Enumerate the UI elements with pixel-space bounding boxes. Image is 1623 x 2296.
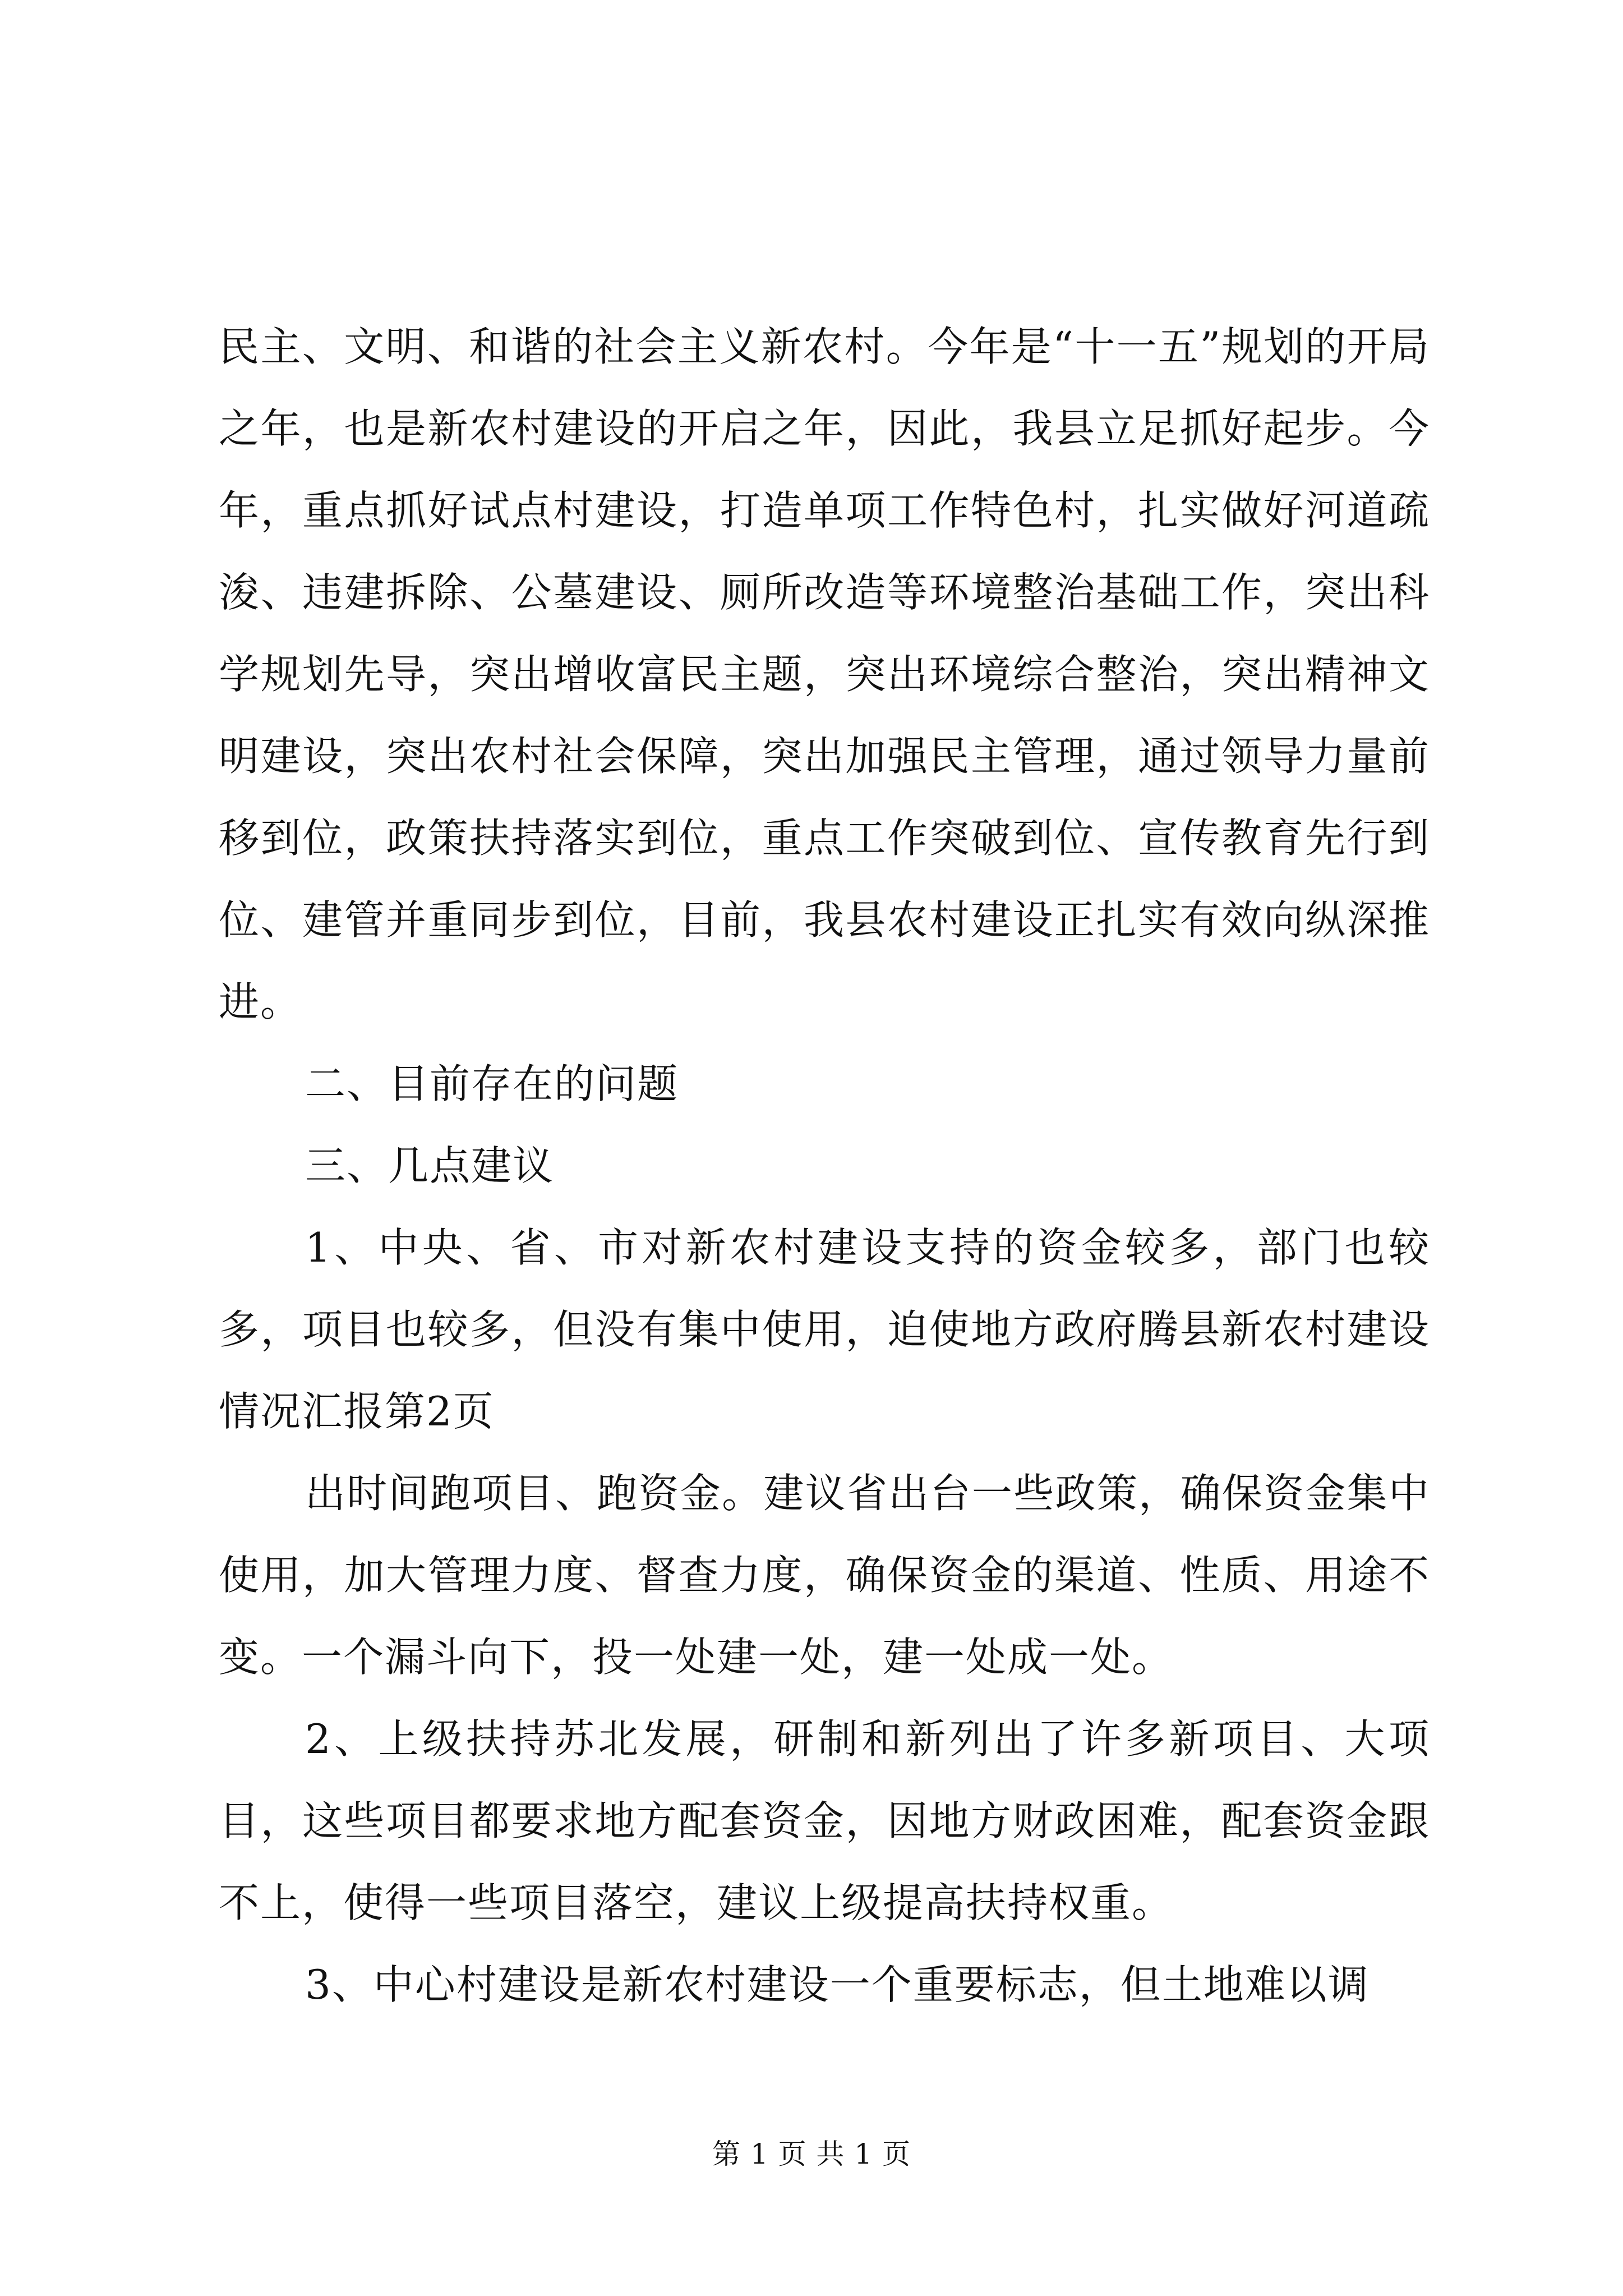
suggestion-3: 3、中心村建设是新农村建设一个重要标志，但土地难以调: [305, 1961, 1370, 2008]
heading-suggestions: 三、几点建议: [305, 1142, 555, 1189]
document-body: [219, 306, 1430, 2026]
page-footer: 第 1 页 共 1 页: [712, 2138, 911, 2170]
suggestion-1: 1、中央、省、市对新农村建设支持的资金较多，部门也较多，项目也较多，但没有集中使用，迫使地方政府腾县新农村建设情况汇报第2页: [219, 1224, 1430, 1435]
paragraph-intro-continuation: 民主、文明、和谐的社会主义新农村。今年是“十一五”规划的开局之年，也是新农村建设的开启之年，因此，我县立足抓好起步。今年，重点抓好试点村建设，打造单项工作特色村，扎实做好河道疏浚、违建拆除、公墓建设、厕所改造等环境整治基础工作，突出科学规划先导，突出增收富民主题，突出环境综合整治，突出精神文明建设，突出农村社会保障，突出加强民主管理，通过领导力量前移到位，政策扶持落实到位，重点工作突破到位、宣传教育先行到位、建管并重同步到位，目前，我县农村建设正扎实有效向纵深推进。: [219, 323, 1430, 1025]
suggestion-1-continued: 出时间跑项目、跑资金。建议省出台一些政策，确保资金集中使用，加大管理力度、督查力度，确保资金的渠道、性质、用途不变。一个漏斗向下，投一处建一处，建一处成一处。: [219, 1470, 1430, 1681]
suggestion-2: 2、上级扶持苏北发展，研制和新列出了许多新项目、大项目，这些项目都要求地方配套资金，因地方财政困难，配套资金跟不上，使得一些项目落空，建议上级提高扶持权重。: [219, 1715, 1430, 1926]
heading-current-problems: 二、目前存在的问题: [305, 1060, 679, 1107]
